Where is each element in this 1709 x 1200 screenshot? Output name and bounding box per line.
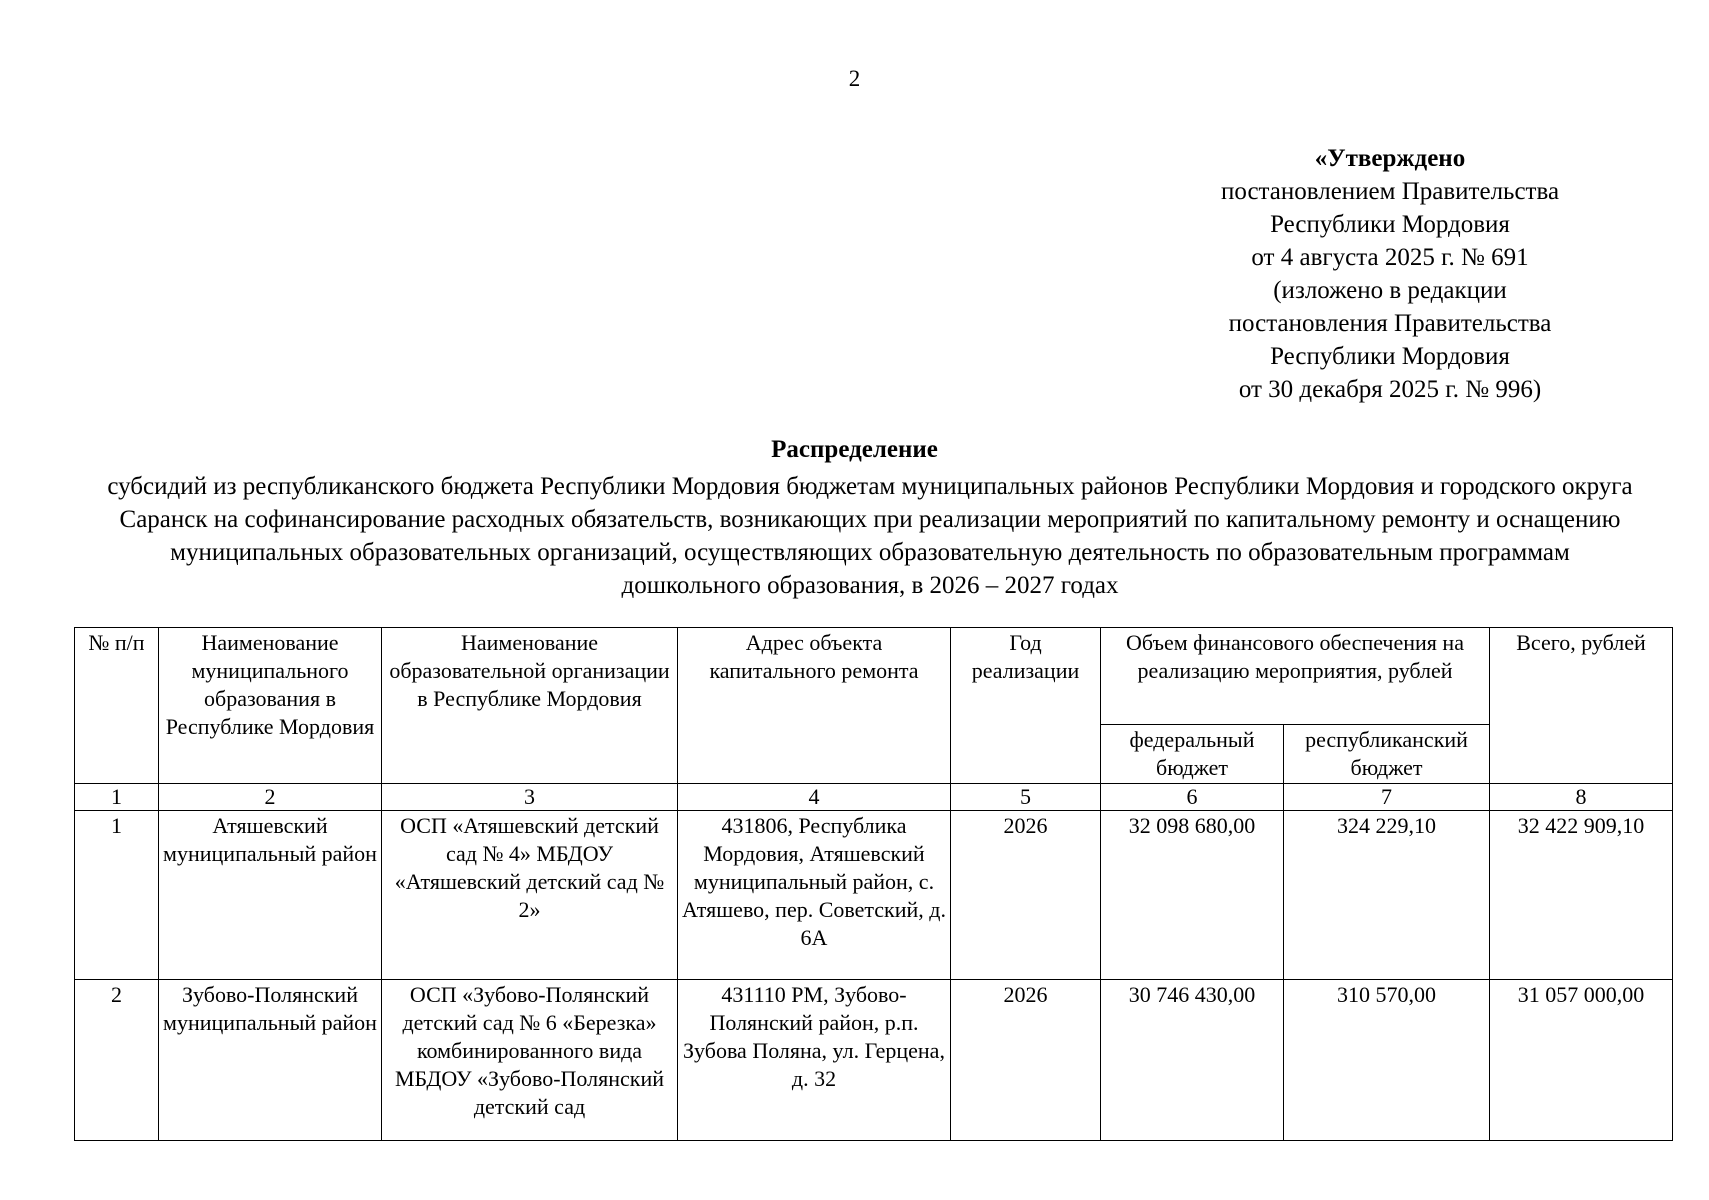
- approval-line-3: Республики Мордовия: [1270, 211, 1510, 238]
- document-title: Распределение: [771, 436, 938, 463]
- column-number: 7: [1284, 784, 1490, 811]
- cell-municipality: Зубово-Полянский муниципальный район: [159, 980, 382, 1141]
- header-funding: Объем финансового обеспечения на реализацию мероприятия, рублей: [1101, 628, 1490, 725]
- document-subtitle: субсидий из республиканского бюджета Республики Мордовия бюджетам муниципальных районов Республики Мордовия и городского округа Саранск на софинансирование расходных обязательств, возникающих при реализации мероприятий по капитальному ремонту и оснащению муниципальных образовательных организаций, осуществляющих образовательную деятельность по образовательным программам дошкольного образования, в 2026 – 2027 годах: [107, 473, 1633, 599]
- cell-organization: ОСП «Атяшевский детский сад № 4» МБДОУ «Атяшевский детский сад № 2»: [382, 811, 678, 980]
- cell-total: 31 057 000,00: [1490, 980, 1673, 1141]
- approval-line-1: «Утверждено: [1314, 145, 1466, 172]
- cell-federal: 30 746 430,00: [1101, 980, 1284, 1141]
- header-total: Всего, рублей: [1490, 628, 1673, 784]
- distribution-table: [74, 627, 1673, 1141]
- column-number: 8: [1490, 784, 1673, 811]
- header-federal: федеральный бюджет: [1101, 725, 1284, 784]
- cell-republican: 310 570,00: [1284, 980, 1490, 1141]
- header-organization: Наименование образовательной организации в Республике Мордовия: [382, 628, 678, 784]
- header-republican: республиканский бюджет: [1284, 725, 1490, 784]
- page-number: 2: [848, 66, 861, 91]
- table-header-row: [75, 628, 1673, 725]
- cell-federal: 32 098 680,00: [1101, 811, 1284, 980]
- cell-year: 2026: [951, 811, 1101, 980]
- cell-num: 1: [75, 811, 159, 980]
- approval-stamp: [1170, 142, 1610, 406]
- header-num: № п/п: [75, 628, 159, 784]
- column-number-row: [75, 784, 1673, 811]
- approval-line-6: постановления Правительства: [1228, 310, 1552, 337]
- approval-line-7: Республики Мордовия: [1270, 343, 1510, 370]
- column-number: 4: [678, 784, 951, 811]
- approval-line-2: постановлением Правительства: [1220, 178, 1560, 205]
- cell-municipality: Атяшевский муниципальный район: [159, 811, 382, 980]
- approval-line-8: от 30 декабря 2025 г. № 996): [1238, 376, 1542, 403]
- column-number: 2: [159, 784, 382, 811]
- table-row: [75, 811, 1673, 980]
- cell-address: 431110 РМ, Зубово-Полянский район, р.п. Зубова Поляна, ул. Герцена, д. 32: [678, 980, 951, 1141]
- column-number: 3: [382, 784, 678, 811]
- cell-num: 2: [75, 980, 159, 1141]
- cell-year: 2026: [951, 980, 1101, 1141]
- column-number: 5: [951, 784, 1101, 811]
- header-year: Год реализации: [951, 628, 1101, 784]
- header-municipality: Наименование муниципального образования в Республике Мордовия: [159, 628, 382, 784]
- header-address: Адрес объекта капитального ремонта: [678, 628, 951, 784]
- approval-line-4: от 4 августа 2025 г. № 691: [1251, 244, 1529, 271]
- cell-total: 32 422 909,10: [1490, 811, 1673, 980]
- column-number: 1: [75, 784, 159, 811]
- column-number: 6: [1101, 784, 1284, 811]
- cell-republican: 324 229,10: [1284, 811, 1490, 980]
- approval-line-5: (изложено в редакции: [1273, 277, 1507, 304]
- table-row: [75, 980, 1673, 1141]
- cell-address: 431806, Республика Мордовия, Атяшевский муниципальный район, с. Атяшево, пер. Советский, д. 6А: [678, 811, 951, 980]
- cell-organization: ОСП «Зубово-Полянский детский сад № 6 «Березка» комбинированного вида МБДОУ «Зубово-Полянский детский сад: [382, 980, 678, 1141]
